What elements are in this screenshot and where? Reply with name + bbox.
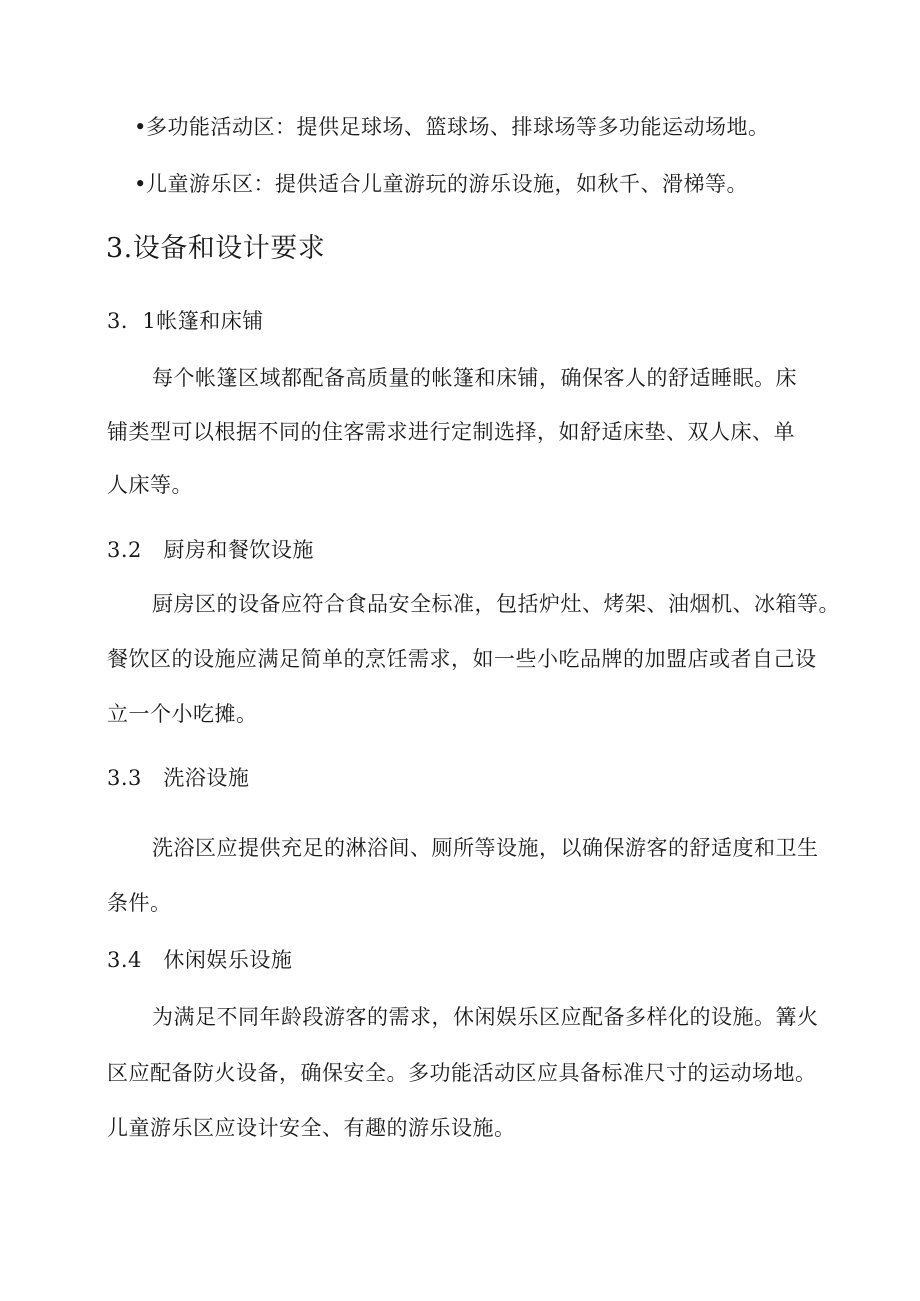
bullet-text: 儿童游乐区：提供适合儿童游玩的游乐设施，如秋千、滑梯等。 bbox=[146, 172, 748, 196]
subsection-heading: 3.4 休闲娱乐设施 bbox=[107, 948, 293, 972]
bullet-text: 多功能活动区：提供足球场、篮球场、排球场等多功能运动场地。 bbox=[146, 115, 770, 139]
paragraph-line: 铺类型可以根据不同的住客需求进行定制选择，如舒适床垫、双人床、单 bbox=[107, 420, 795, 444]
paragraph-line: 区应配备防火设备，确保安全。多功能活动区应具备标准尺寸的运动场地。 bbox=[107, 1061, 817, 1085]
bullet-symbol: • bbox=[134, 115, 147, 139]
section-heading: 3.设备和设计要求 bbox=[106, 233, 326, 264]
bullet-item bbox=[134, 170, 748, 198]
subsection-heading: 3．1帐篷和床铺 bbox=[107, 309, 264, 333]
bullet-symbol: • bbox=[134, 172, 147, 196]
paragraph-line: 每个帐篷区域都配备高质量的帐篷和床铺，确保客人的舒适睡眠。床 bbox=[152, 366, 797, 390]
paragraph-line: 洗浴区应提供充足的淋浴间、厕所等设施，以确保游客的舒适度和卫生 bbox=[152, 836, 819, 860]
paragraph-line: 立一个小吃摊。 bbox=[107, 702, 258, 726]
subsection-heading: 3.3 洗浴设施 bbox=[107, 766, 250, 790]
subsection-heading: 3.2 厨房和餐饮设施 bbox=[107, 538, 314, 562]
paragraph-line: 厨房区的设备应符合食品安全标准，包括炉灶、烤架、油烟机、冰箱等。 bbox=[152, 592, 840, 616]
paragraph-line: 为满足不同年龄段游客的需求，休闲娱乐区应配备多样化的设施。篝火 bbox=[152, 1005, 819, 1029]
paragraph-line: 餐饮区的设施应满足简单的烹饪需求，如一些小吃品牌的加盟店或者自己设 bbox=[107, 647, 817, 671]
paragraph-line: 人床等。 bbox=[107, 473, 193, 497]
paragraph-line: 儿童游乐区应设计安全、有趣的游乐设施。 bbox=[107, 1116, 516, 1140]
bullet-item bbox=[134, 113, 770, 141]
paragraph-line: 条件。 bbox=[107, 891, 172, 915]
